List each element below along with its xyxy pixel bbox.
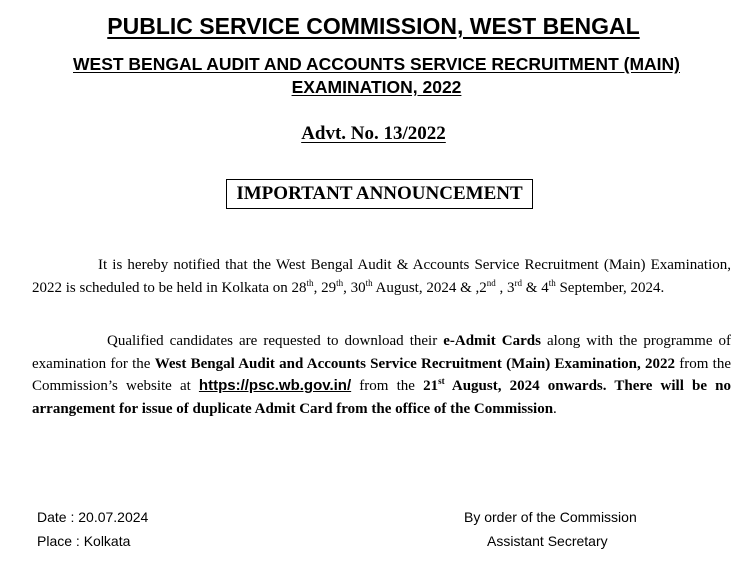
para1-sup-1: th <box>306 277 314 288</box>
exam-subtitle: WEST BENGAL AUDIT AND ACCOUNTS SERVICE RECRUITMENT (MAIN) EXAMINATION, 2022 <box>73 54 680 97</box>
para1-sup-6: th <box>548 277 556 288</box>
para2-sup-1: st <box>438 376 445 386</box>
para2-bold-date-day: 21 <box>423 378 439 394</box>
para1-text-b: , 29 <box>313 279 337 296</box>
place-line: Place : Kolkata <box>37 533 131 549</box>
website-link[interactable]: https://psc.wb.gov.in/ <box>198 377 352 394</box>
date-line: Date : 20.07.2024 <box>37 509 149 525</box>
announcement-heading-box <box>226 179 533 209</box>
para1-text-e: , 3 <box>495 279 515 296</box>
schedule-paragraph <box>32 254 731 299</box>
signatory-line: Assistant Secretary <box>487 533 608 549</box>
para2-bold-exam-name: West Bengal Audit and Accounts Service Recruitment (Main) Examination, 2022 <box>154 355 676 372</box>
para1-sup-2: th <box>336 277 344 288</box>
para2-text-c: from the Commission’s website at <box>32 355 731 394</box>
admit-card-paragraph <box>32 330 731 420</box>
para2-text-a: Qualified candidates are requested to download their <box>107 333 444 349</box>
para1-sup-5: rd <box>514 277 523 288</box>
commission-title: PUBLIC SERVICE COMMISSION, WEST BENGAL <box>107 13 640 39</box>
announcement-heading: IMPORTANT ANNOUNCEMENT <box>236 183 523 204</box>
para1-text-c: , 30 <box>343 279 366 296</box>
para2-text-e: . <box>553 400 557 417</box>
para1-text-a: It is hereby notified that the West Bengal Audit & Accounts Service Recruitment (Main) Examination, 2022 is scheduled to be held in Kolkata on 28 <box>32 257 731 296</box>
para1-text-f: & 4 <box>522 279 549 296</box>
para1-text-g: September, 2024. <box>555 279 665 296</box>
para1-sup-3: th <box>365 277 373 288</box>
para1-sup-4: nd <box>486 277 496 288</box>
para1-text-d: August, 2024 & ,2 <box>372 279 487 296</box>
by-order-line: By order of the Commission <box>464 509 637 525</box>
para2-bold-notice: August, 2024 onwards. There will be no arrangement for issue of duplicate Admit Card from the office of the Commission <box>32 378 732 417</box>
advertisement-number: Advt. No. 13/2022 <box>301 123 446 144</box>
para2-bold-admit-cards: e-Admit Cards <box>443 333 541 349</box>
para2-text-d: from the <box>351 378 424 394</box>
para2-text-b: along with the programme of examination for the <box>32 333 732 372</box>
